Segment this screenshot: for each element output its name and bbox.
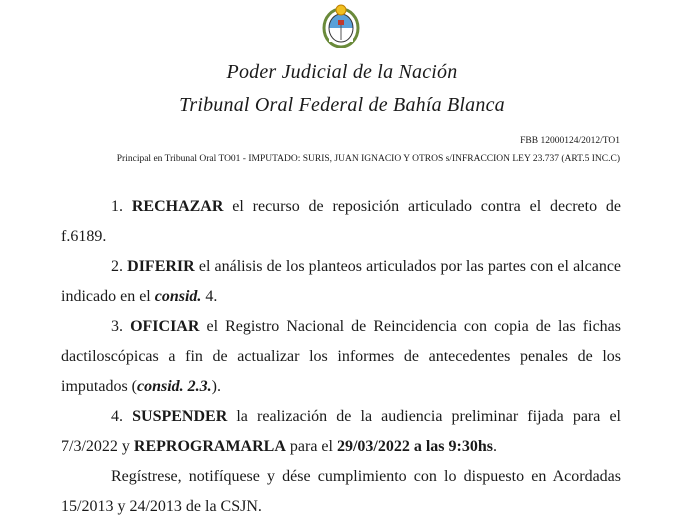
item-reference: consid. 2.3. [137, 378, 212, 395]
item-number: 3. [111, 318, 123, 335]
case-description: Principal en Tribunal Oral TO01 - IMPUTADO: SURIS, JUAN IGNACIO Y OTROS s/INFRACCION LEY 23.737 (ART.5 INC.C) [116, 154, 620, 164]
item-text: el recurso de reposición articulado contra el decreto de f.6189. [61, 198, 622, 245]
closing-paragraph: Regístrese, notifíquese y dése cumplimiento con lo dispuesto en Acordadas 15/2013 y 24/2013 de la CSJN. [61, 468, 621, 515]
item-verb-secondary: REPROGRAMARLA [133, 438, 286, 455]
item-verb: DIFERIR [127, 258, 195, 275]
header-court-name: Poder Judicial de la Nación [226, 61, 458, 83]
item-verb: RECHAZAR [131, 198, 224, 215]
resolution-item-4 [61, 402, 621, 462]
resolution-item-1 [61, 192, 621, 252]
item-reference: consid. [154, 288, 202, 305]
item-text: el análisis de los planteos articulados por las partes con el alcance indicado en el [61, 258, 622, 305]
item-text-end: . [492, 438, 497, 455]
item-number: 2. [111, 258, 123, 275]
item-number: 4. [111, 408, 123, 425]
item-verb: OFICIAR [130, 318, 200, 335]
item-text-mid: para el [289, 438, 333, 455]
item-number: 1. [111, 198, 123, 215]
item-text-end: 4. [205, 288, 218, 305]
case-number: FBB 12000124/2012/TO1 [520, 136, 620, 146]
resolution-item-3 [61, 312, 621, 402]
header-tribunal-name: Tribunal Oral Federal de Bahía Blanca [179, 94, 505, 116]
resolution-body [61, 192, 621, 522]
item-text: la realización de la audiencia preliminar fijada para el 7/3/2022 y [61, 408, 622, 455]
hearing-date: 29/03/2022 a las 9:30hs [336, 438, 493, 455]
item-verb: SUSPENDER [132, 408, 228, 425]
item-text: el Registro Nacional de Reincidencia con copia de las fichas dactiloscópicas a fin de actualizar los informes de antecedentes penales de los imputados ( [61, 318, 621, 395]
national-coat-of-arms-icon [322, 2, 360, 48]
item-text-end: ). [211, 378, 221, 395]
resolution-item-2 [61, 252, 621, 312]
